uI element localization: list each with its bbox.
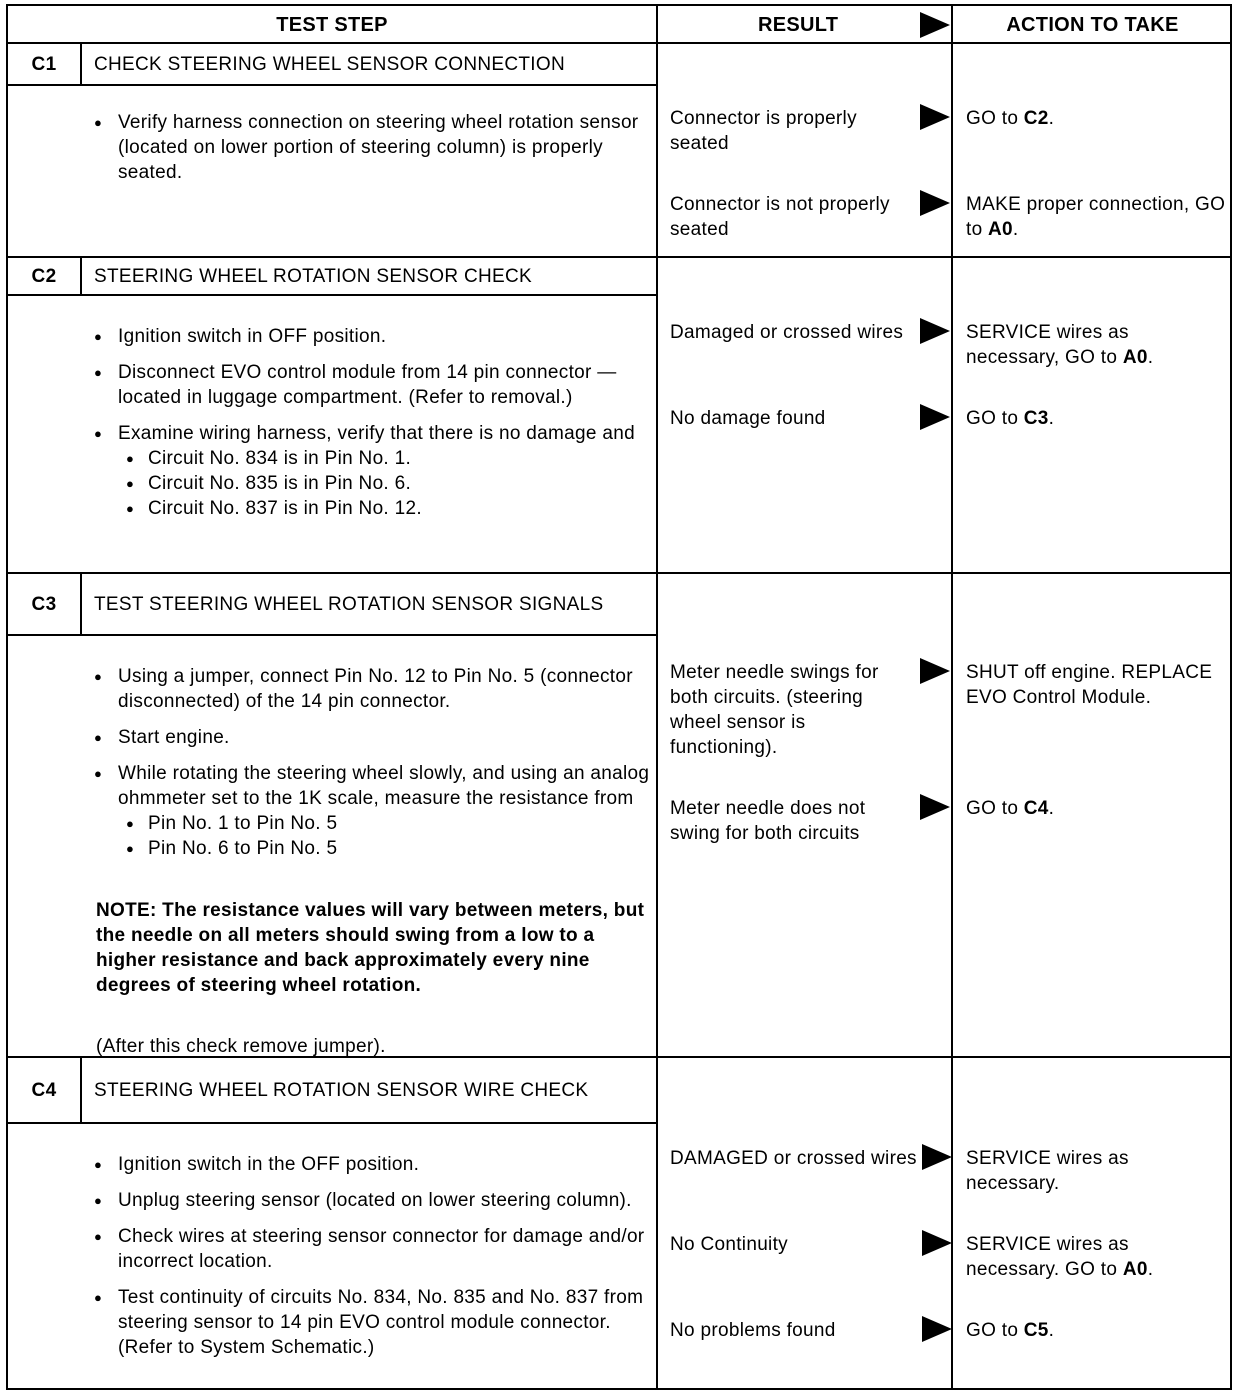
arrow-icon [920,658,950,684]
sub-instruction-item: ● Pin No. 1 to Pin No. 5 [118,811,652,836]
action-text: GO to C5. [966,1320,1055,1341]
action-text: SHUT off engine. REPLACE EVO Control Module. [966,662,1213,708]
instruction-item: ● Test continuity of circuits No. 834, No. 835 and No. 837 from steering sensor to 14 pin EVO control module connector. (Refer to System Schematic.) [92,1285,652,1360]
result-text: Meter needle swings for both circuits. (steering wheel sensor is functioning). [670,662,879,758]
action-text: GO to C3. [966,408,1055,429]
header-result: RESULT [758,13,839,36]
step-instructions-c4 [92,1152,652,1371]
instruction-item: ● Ignition switch in OFF position. [92,324,652,349]
note-text: NOTE: The resistance values will vary between meters, but the needle on all meters should swing from a low to a higher resistance and back approximately every nine degrees of steering wheel rotation. [96,900,645,996]
result-text: DAMAGED or crossed wires [670,1148,917,1169]
action-text: SERVICE wires as necessary. [966,1148,1129,1194]
step-header-c3 [8,574,658,636]
column-divider [951,6,953,1388]
action-text: SERVICE wires as necessary. GO to A0. [966,1234,1154,1280]
arrow-icon [920,318,950,344]
sub-instruction-item: ● Circuit No. 834 is in Pin No. 1. [118,446,652,471]
result-text: Connector is properly seated [670,108,857,154]
result-text: Connector is not properly seated [670,194,890,240]
arrow-icon [920,794,950,820]
header-action: ACTION TO TAKE [1006,13,1179,36]
action-text: SERVICE wires as necessary, GO to A0. [966,322,1154,368]
step-id: C4 [8,1058,82,1122]
arrow-icon [920,104,950,130]
after-text: (After this check remove jumper). [96,1036,386,1057]
header-test-step: TEST STEP [276,13,388,36]
step-title: TEST STEERING WHEEL ROTATION SENSOR SIGNALS [94,593,604,615]
action-text: MAKE proper connection, GO to A0. [966,194,1226,240]
arrow-icon [920,404,950,430]
action-text: GO to C2. [966,108,1055,129]
result-text: No Continuity [670,1234,788,1255]
arrow-icon [922,1230,952,1256]
arrow-icon [920,190,950,216]
sub-instruction-item: ● Circuit No. 837 is in Pin No. 12. [118,496,652,521]
step-instructions-c3 [92,664,652,872]
column-divider [656,6,658,1388]
arrow-icon [920,12,950,38]
instruction-item: ● Check wires at steering sensor connector for damage and/or incorrect location. [92,1224,652,1274]
step-id: C2 [8,258,82,294]
step-header-c1 [8,44,658,86]
step-id: C1 [8,44,82,84]
result-text: Meter needle does not swing for both circuits [670,798,866,844]
step-id: C3 [8,574,82,634]
diagnostic-table [6,4,1232,1390]
step-title: CHECK STEERING WHEEL SENSOR CONNECTION [94,53,565,75]
step-title: STEERING WHEEL ROTATION SENSOR CHECK [94,265,532,287]
result-text: Damaged or crossed wires [670,322,904,343]
instruction-item: ● Using a jumper, connect Pin No. 12 to Pin No. 5 (connector disconnected) of the 14 pin connector. [92,664,652,714]
instruction-item: ● While rotating the steering wheel slowly, and using an analog ohmmeter set to the 1K scale, measure the resistance from ● Pin No. 1 to Pin No. 5 ● Pin No. 6 to Pin No. 5 [92,761,652,861]
instruction-item: ● Unplug steering sensor (located on lower steering column). [92,1188,652,1213]
step-header-c4 [8,1058,658,1124]
arrow-icon [922,1144,952,1170]
result-text: No problems found [670,1320,836,1341]
instruction-item: ● Verify harness connection on steering wheel rotation sensor (located on lower portion of steering column) is properly seated. [92,110,652,185]
step-header-c2 [8,258,658,296]
step-instructions-c1 [92,110,652,196]
instruction-item: ● Disconnect EVO control module from 14 pin connector — located in luggage compartment. (Refer to removal.) [92,360,652,410]
step-title: STEERING WHEEL ROTATION SENSOR WIRE CHECK [94,1079,589,1101]
result-text: No damage found [670,408,826,429]
step-instructions-c2 [92,324,652,532]
sub-instruction-item: ● Pin No. 6 to Pin No. 5 [118,836,652,861]
instruction-item: ● Start engine. [92,725,652,750]
sub-instruction-item: ● Circuit No. 835 is in Pin No. 6. [118,471,652,496]
instruction-item: ● Ignition switch in the OFF position. [92,1152,652,1177]
instruction-item: ● Examine wiring harness, verify that there is no damage and ● Circuit No. 834 is in Pin No. 1. ● Circuit No. 835 is in Pin No. 6. ● Circuit No. 837 is in Pin No. 12. [92,421,652,521]
action-text: GO to C4. [966,798,1055,819]
arrow-icon [922,1316,952,1342]
